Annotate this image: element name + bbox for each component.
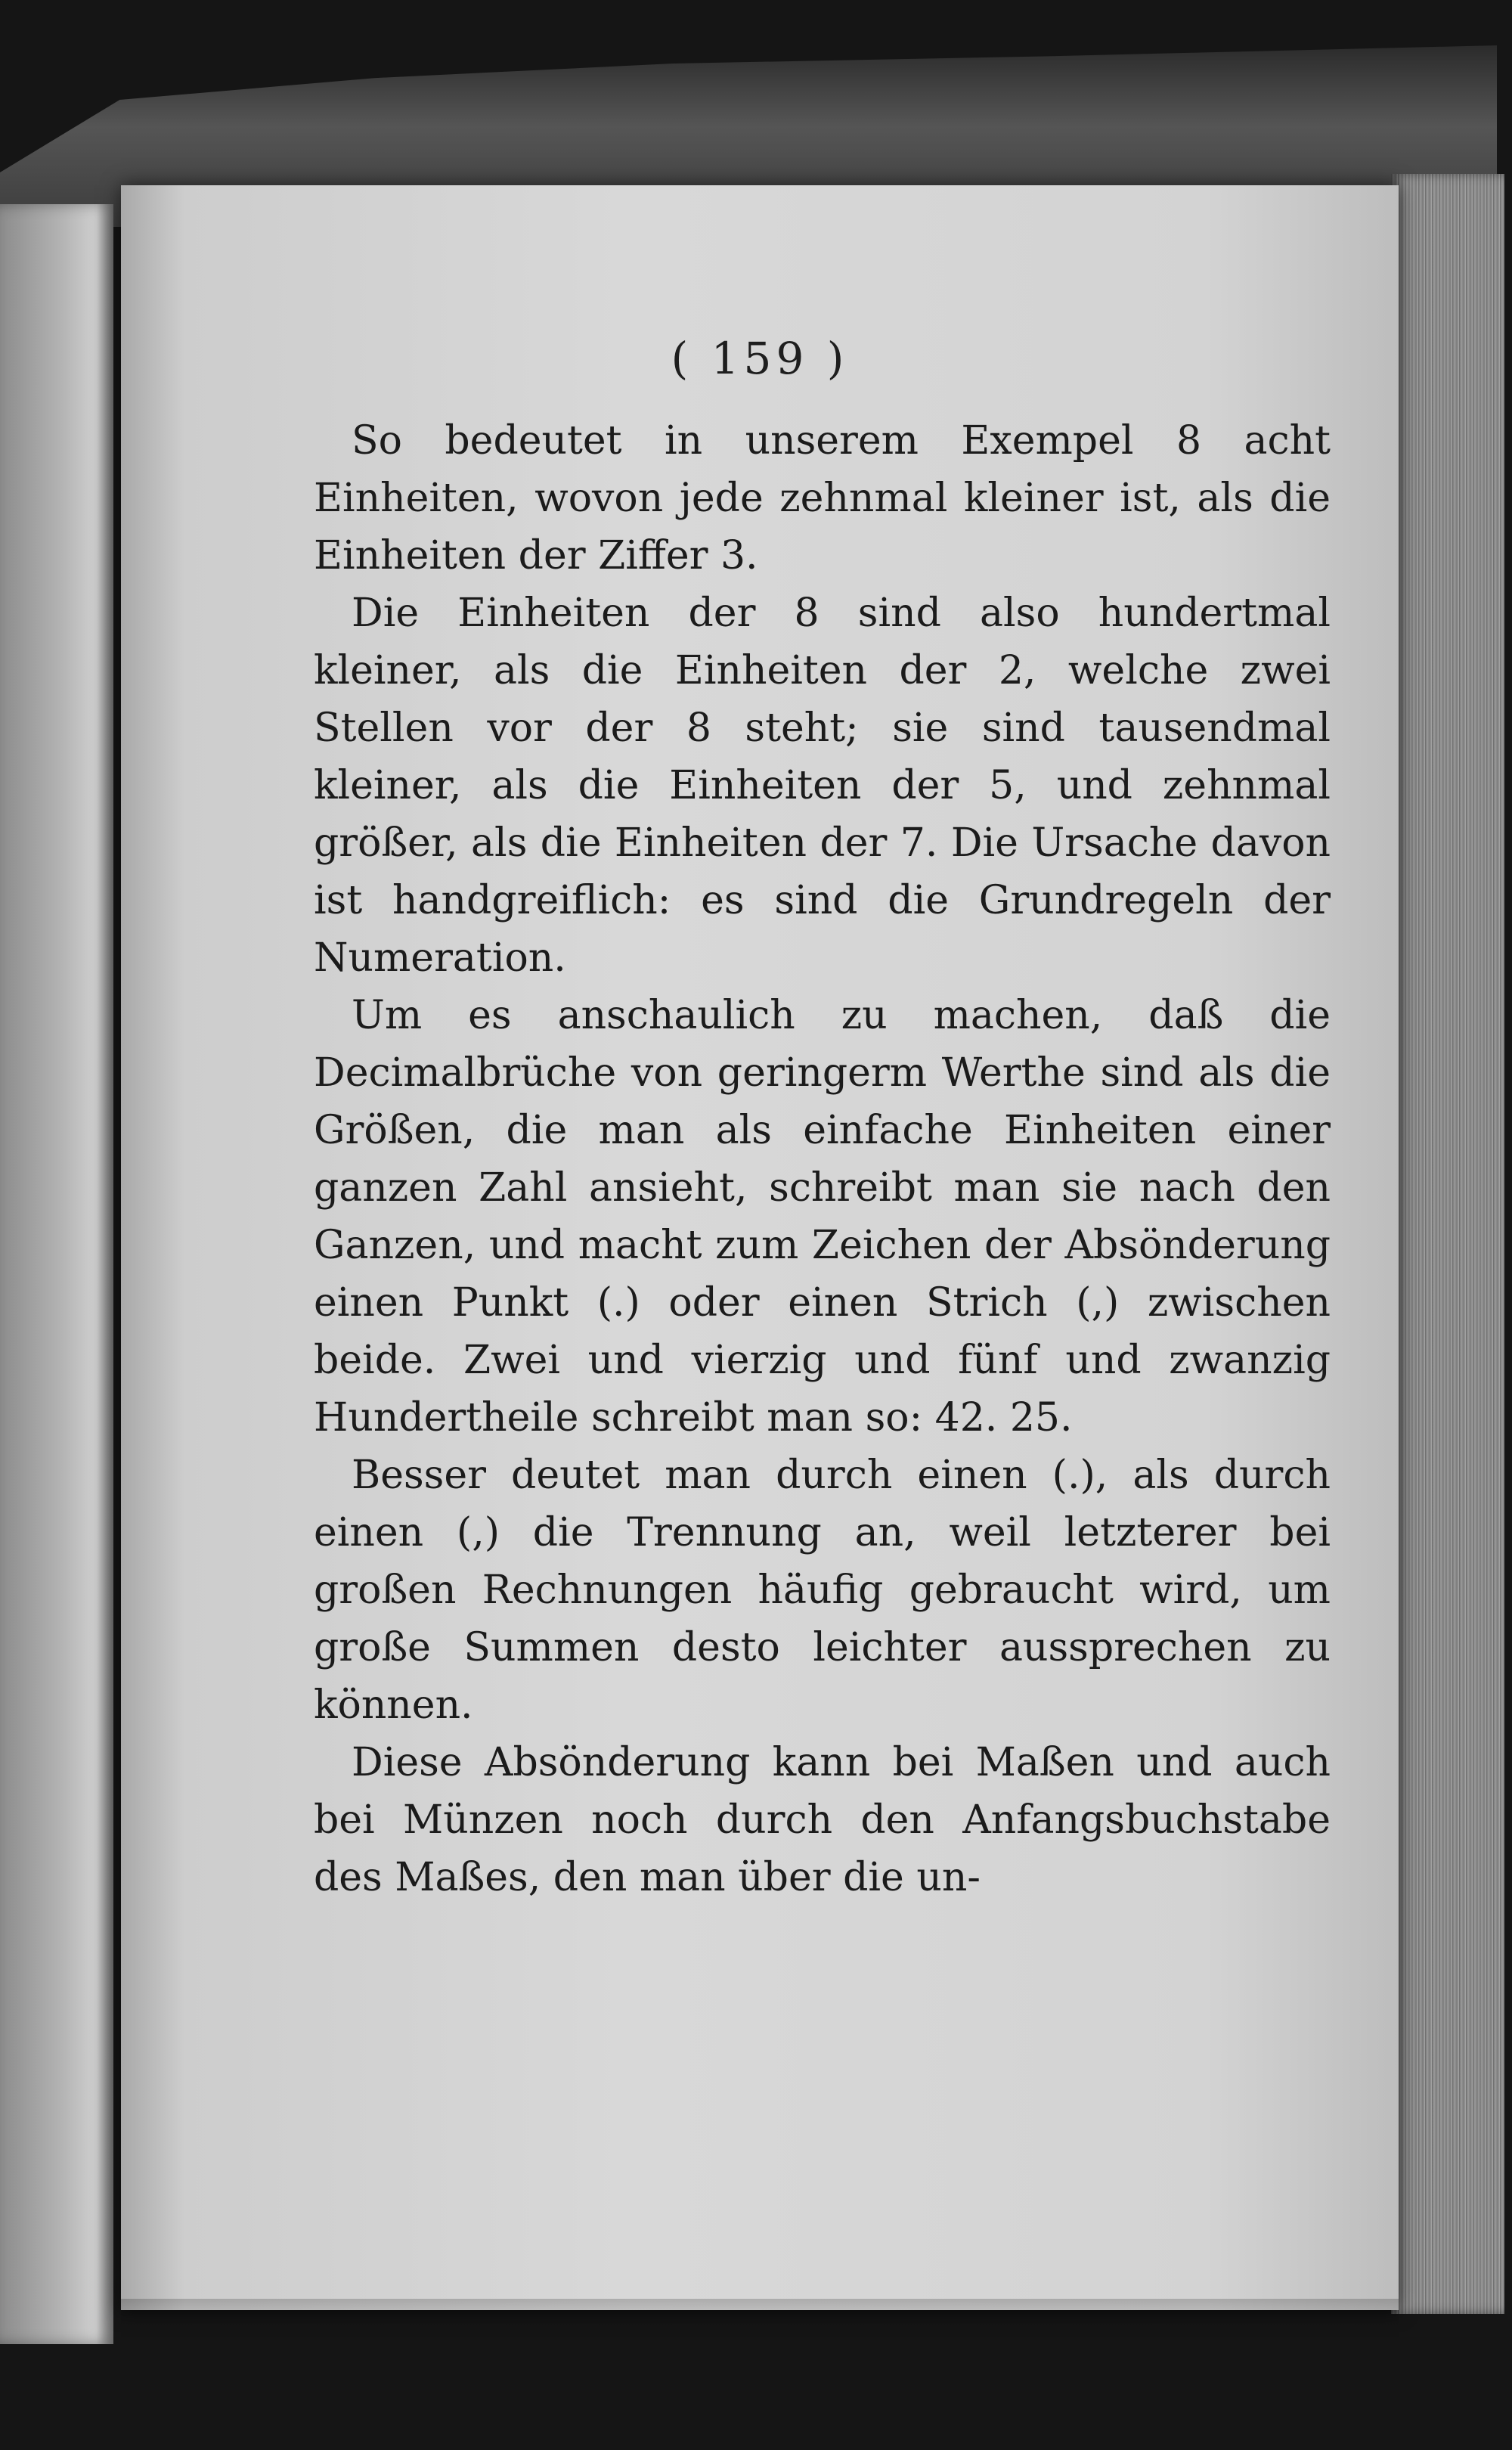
paragraph-3: Um es anschaulich zu machen, daß die Decimalbrüche von geringerm Werthe sind als die Größen, die man als einfache Einheiten einer ganzen Zahl ansieht, schreibt man sie nach den Ganzen, und macht zum Zeichen der Absönderung einen Punkt (.) oder einen Strich (,) zwischen beide. Zwei und vierzig und fünf und zwanzig Hundertheile schreibt man so: 42. 25. [314, 993, 1331, 1441]
paragraph-1: So bedeutet in unserem Exempel 8 acht Einheiten, wovon jede zehnmal kleiner ist, als die Einheiten der Ziffer 3. [314, 418, 1331, 578]
paragraph-4: Besser deutet man durch einen (.), als durch einen (,) die Trennung an, weil letzterer bei großen Rechnungen häufig gebraucht wird, um große Summen desto leichter aussprechen zu können. [314, 1453, 1331, 1728]
paragraph-2: Die Einheiten der 8 sind also hundertmal kleiner, als die Einheiten der 2, welche zwei Stellen vor der 8 steht; sie sind tausendmal kleiner, als die Einheiten der 5, und zehnmal größer, als die Einheiten der 7. Die Ursache davon ist handgreiflich: es sind die Grundregeln der Numeration. [314, 591, 1331, 981]
page-shadow [121, 2299, 1399, 2329]
page-text [314, 412, 1331, 1906]
book-page [121, 185, 1399, 2310]
page-number: ( 159 ) [671, 333, 849, 384]
paragraph-5: Diese Absönderung kann bei Maßen und auch bei Münzen noch durch den Anfangsbuchstabe des Maßes, den man über die un- [314, 1740, 1331, 1900]
page-stack-edge [1391, 174, 1504, 2314]
previous-page-edge [0, 204, 113, 2344]
